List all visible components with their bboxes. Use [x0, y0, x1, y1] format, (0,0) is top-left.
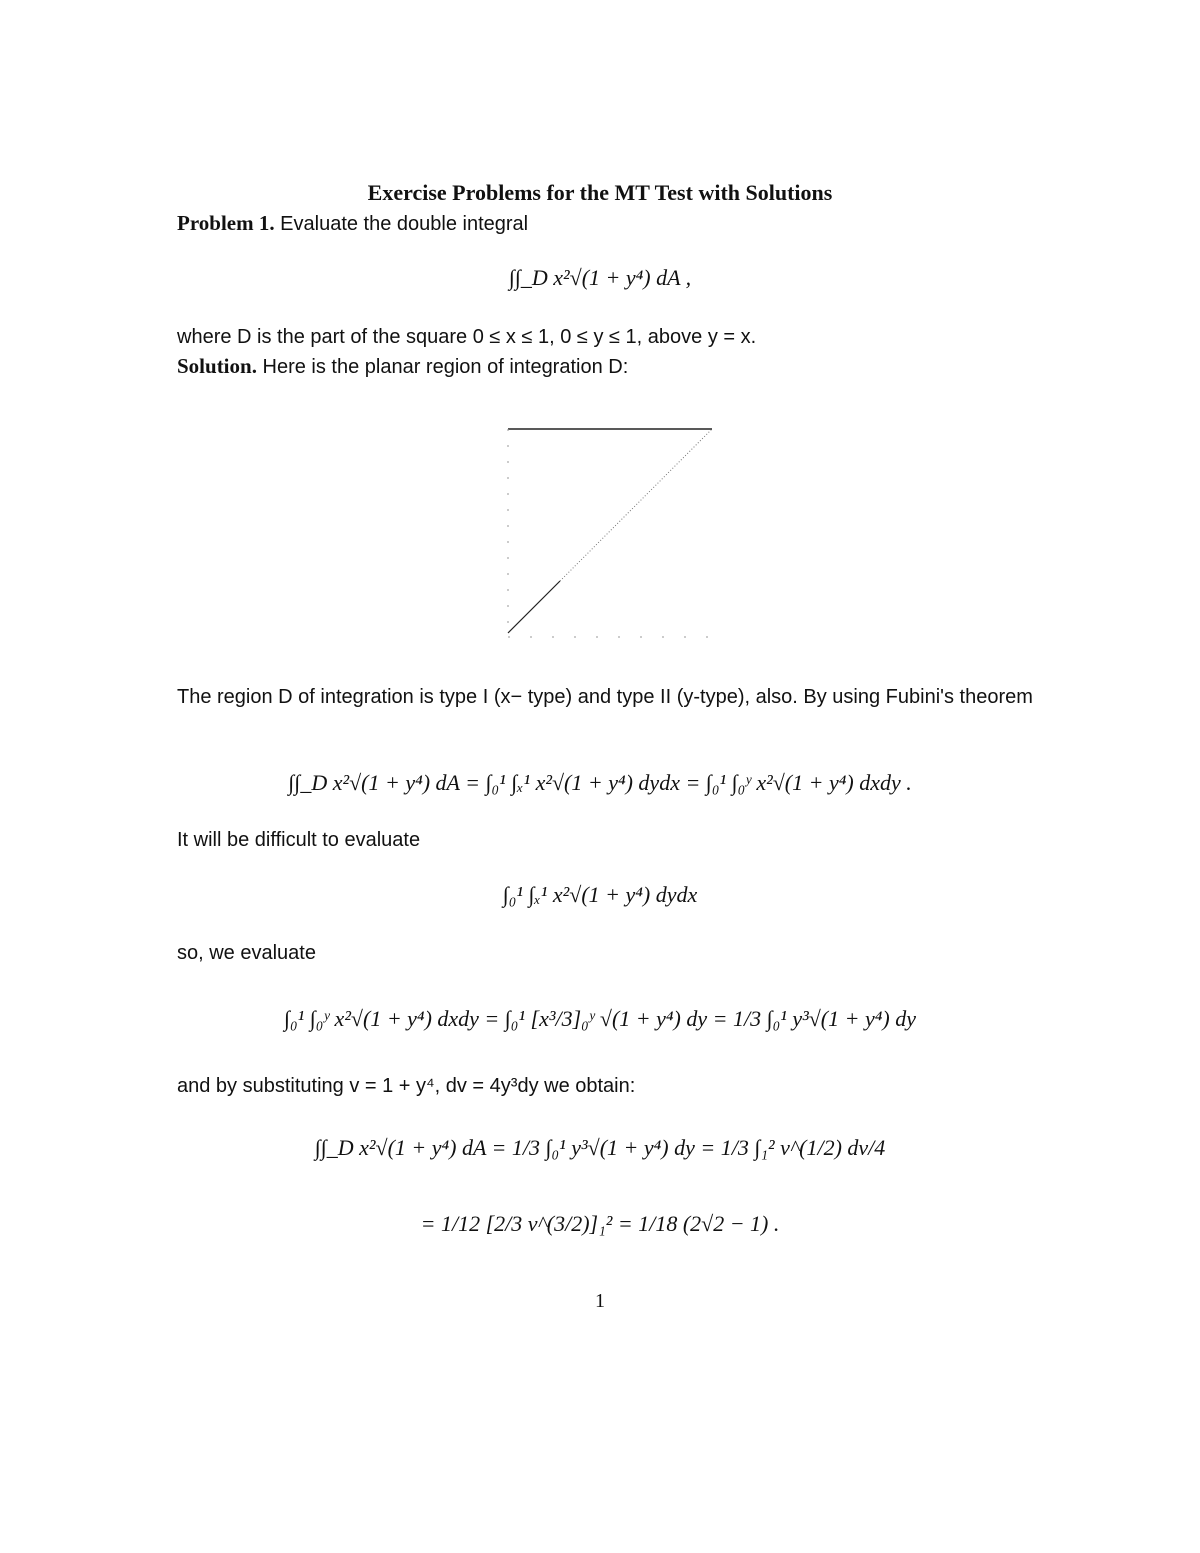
paragraph-evaluate: so, we evaluate	[177, 942, 316, 964]
paragraph-substitution: and by substituting v = 1 + y⁴, dv = 4y³dy we obtain:	[177, 1075, 636, 1097]
solution-text: Here is the planar region of integration D:	[256, 356, 629, 378]
paragraph-difficult: It will be difficult to evaluate	[177, 829, 421, 851]
region-diagram	[480, 415, 730, 655]
equation-4: ∫₀¹ ∫₀ʸ x²√(1 + y⁴) dxdy = ∫₀¹ [x³/3]₀ʸ √(1 + y⁴) dy = 1/3 ∫₀¹ y³√(1 + y⁴) dy	[284, 1006, 916, 1031]
equation-5: ∫∫_D x²√(1 + y⁴) dA = 1/3 ∫₀¹ y³√(1 + y⁴) dy = 1/3 ∫₁² v^(1/2) dv/4	[314, 1135, 886, 1160]
solution-intro	[177, 352, 1037, 382]
solution-label: Solution.	[177, 354, 257, 378]
page-number: 1	[595, 1290, 605, 1312]
equation-6: = 1/12 [2/3 v^(3/2)]₁² = 1/18 (2√2 − 1) .	[420, 1211, 780, 1236]
paragraph-fubini: The region D of integration is type I (x− type) and type II (y-type), also. By using Fubini's theorem	[177, 686, 1033, 708]
problem-label: Problem 1.	[177, 211, 275, 235]
problem-statement	[177, 209, 1037, 239]
equation-1: ∫∫_D x²√(1 + y⁴) dA ,	[508, 265, 692, 290]
problem-text: Evaluate the double integral	[274, 213, 529, 235]
page-title: Exercise Problems for the MT Test with Solutions	[367, 180, 833, 205]
problem-where: where D is the part of the square 0 ≤ x ≤ 1, 0 ≤ y ≤ 1, above y = x.	[177, 326, 757, 348]
equation-3: ∫₀¹ ∫ₓ¹ x²√(1 + y⁴) dydx	[502, 882, 698, 907]
diagonal-solid	[508, 581, 560, 633]
equation-2: ∫∫_D x²√(1 + y⁴) dA = ∫₀¹ ∫ₓ¹ x²√(1 + y⁴) dydx = ∫₀¹ ∫₀ʸ x²√(1 + y⁴) dxdy .	[288, 770, 912, 795]
diagonal-dotted	[560, 429, 712, 581]
